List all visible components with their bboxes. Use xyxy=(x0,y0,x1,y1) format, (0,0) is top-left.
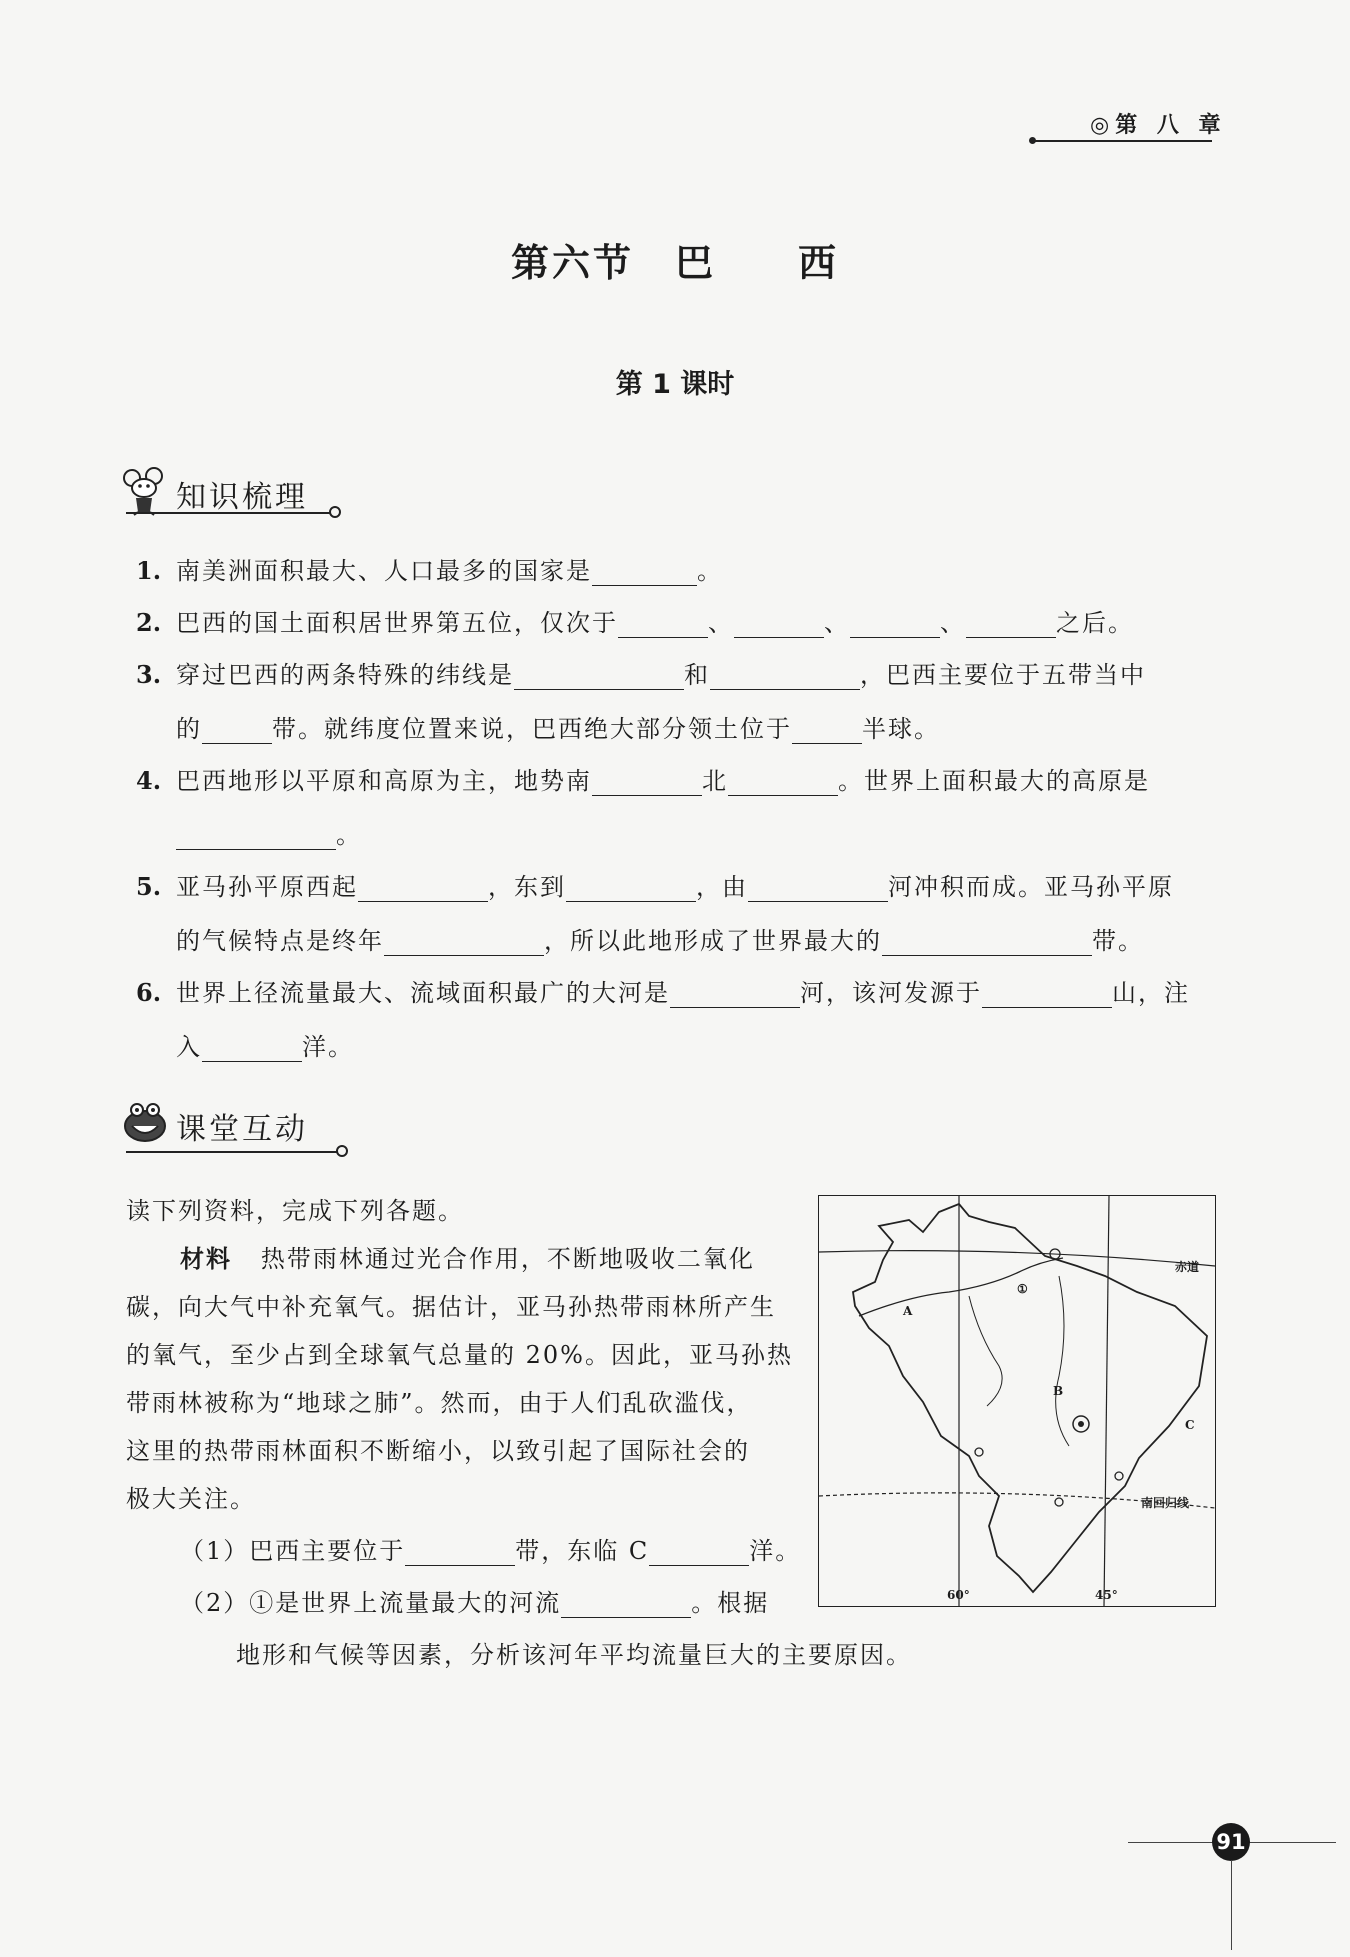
tropic-label: 南回归线 xyxy=(1141,1496,1190,1510)
question-text: 。 xyxy=(336,821,362,849)
section-classroom-label: 课堂互动 xyxy=(176,1112,308,1147)
section-classroom-rule xyxy=(126,1151,338,1153)
question-text: 穿过巴西的两条特殊的纬线是 xyxy=(176,661,514,689)
answer-blank[interactable] xyxy=(670,981,800,1008)
material-line-2: 碳，向大气中补充氧气。据估计，亚马孙热带雨林所产生 xyxy=(126,1293,776,1321)
question-text: （2）①是世界上流量最大的河流 xyxy=(180,1589,562,1617)
capital-marker xyxy=(1078,1421,1084,1427)
equator-label: 赤道 xyxy=(1175,1260,1200,1274)
material-line-1 xyxy=(180,1244,755,1274)
subquestion-2 xyxy=(180,1588,769,1618)
question-text: 巴西地形以平原和高原为主，地势南 xyxy=(176,767,592,795)
question-text: 、 xyxy=(824,609,850,637)
question-text: 世界上径流量最大、流域面积最广的大河是 xyxy=(176,979,670,1007)
question-text: 北 xyxy=(702,767,728,795)
question-1 xyxy=(136,556,723,586)
question-number: 2. xyxy=(136,608,162,637)
answer-blank[interactable] xyxy=(561,1591,691,1618)
longitude-label-60: 60° xyxy=(947,1588,970,1602)
subquestion-2-line-2: 地形和气候等因素，分析该河年平均流量巨大的主要原因。 xyxy=(236,1641,912,1669)
answer-blank[interactable] xyxy=(649,1539,749,1566)
map-label-a: A xyxy=(903,1304,913,1318)
question-3 xyxy=(136,660,1146,690)
answer-blank[interactable] xyxy=(728,769,838,796)
answer-blank[interactable] xyxy=(850,611,940,638)
question-text: 和 xyxy=(684,661,710,689)
answer-blank[interactable] xyxy=(792,717,862,744)
material-line-5: 这里的热带雨林面积不断缩小，以致引起了国际社会的 xyxy=(126,1437,750,1465)
question-text: 之后。 xyxy=(1056,609,1134,637)
answer-blank[interactable] xyxy=(592,769,702,796)
question-text: 的 xyxy=(176,715,202,743)
question-text: 带。 xyxy=(1092,927,1144,955)
brazil-map-drawing xyxy=(819,1196,1215,1606)
question-text: 山，注 xyxy=(1112,979,1190,1007)
page-number: 91 xyxy=(1212,1823,1250,1861)
question-text: 。世界上面积最大的高原是 xyxy=(838,767,1150,795)
answer-blank[interactable] xyxy=(514,663,684,690)
question-6-line-2 xyxy=(176,1032,354,1062)
question-text: 入 xyxy=(176,1033,202,1061)
question-text: ，巴西主要位于五带当中 xyxy=(860,661,1146,689)
city-marker xyxy=(1115,1472,1123,1480)
question-text: ，由 xyxy=(696,873,748,901)
brazil-outline xyxy=(853,1204,1207,1592)
section-classroom-header xyxy=(120,1098,308,1148)
subquestion-1 xyxy=(180,1536,801,1566)
answer-blank[interactable] xyxy=(358,875,488,902)
question-number: 4. xyxy=(136,766,162,795)
section-knowledge-label: 知识梳理 xyxy=(176,480,308,515)
answer-blank[interactable] xyxy=(882,929,1092,956)
answer-blank[interactable] xyxy=(618,611,708,638)
question-text: 带。就纬度位置来说，巴西绝大部分领土位于 xyxy=(272,715,792,743)
answer-blank[interactable] xyxy=(405,1539,515,1566)
question-text: 的气候特点是终年 xyxy=(176,927,384,955)
section-knowledge-rule-end xyxy=(329,506,341,518)
longitude-label-45: 45° xyxy=(1095,1588,1118,1602)
smiling-mascot-icon xyxy=(120,1098,170,1148)
answer-blank[interactable] xyxy=(748,875,888,902)
question-5 xyxy=(136,872,1174,902)
question-text: 洋。 xyxy=(302,1033,354,1061)
answer-blank[interactable] xyxy=(202,717,272,744)
chapter-dot xyxy=(1029,137,1036,144)
question-5-line-2 xyxy=(176,926,1144,956)
answer-blank[interactable] xyxy=(384,929,544,956)
answer-blank[interactable] xyxy=(982,981,1112,1008)
question-number: 1. xyxy=(136,556,162,585)
river-tributary xyxy=(1056,1276,1069,1446)
material-line-6: 极大关注。 xyxy=(126,1485,256,1513)
question-text: ，东到 xyxy=(488,873,566,901)
answer-blank[interactable] xyxy=(734,611,824,638)
equator-line xyxy=(819,1251,1215,1266)
answer-blank[interactable] xyxy=(566,875,696,902)
material-intro: 读下列资料，完成下列各题。 xyxy=(126,1197,464,1225)
section-classroom-rule-end xyxy=(336,1145,348,1157)
question-text: ，所以此地形成了世界最大的 xyxy=(544,927,882,955)
section-title: 第六节 巴 西 xyxy=(510,240,839,285)
question-2 xyxy=(136,608,1134,638)
question-text: 。根据 xyxy=(691,1589,770,1617)
chapter-label: ◎第 八 章 xyxy=(1090,113,1227,138)
city-marker xyxy=(1055,1498,1063,1506)
section-knowledge-rule xyxy=(126,512,331,514)
answer-blank[interactable] xyxy=(966,611,1056,638)
map-label-c: C xyxy=(1185,1418,1195,1432)
question-text: 半球。 xyxy=(862,715,940,743)
city-marker xyxy=(975,1448,983,1456)
question-3-line-2 xyxy=(176,714,940,744)
question-text: 亚马孙平原西起 xyxy=(176,873,358,901)
section-knowledge-header xyxy=(120,466,308,516)
question-text: 。 xyxy=(697,557,723,585)
question-text: 河冲积而成。亚马孙平原 xyxy=(888,873,1174,901)
material-line-3: 的氧气，至少占到全球氧气总量的 20%。因此，亚马孙热 xyxy=(126,1341,793,1369)
page-number-vertical-rule xyxy=(1231,1860,1232,1950)
river-tributary xyxy=(969,1296,1002,1406)
chapter-rule xyxy=(1032,140,1212,142)
question-text: 河，该河发源于 xyxy=(800,979,982,1007)
question-6 xyxy=(136,978,1190,1008)
lesson-subtitle: 第 1 课时 xyxy=(615,369,735,400)
map-label-river-1: ① xyxy=(1017,1282,1028,1296)
amazon-river xyxy=(859,1258,1063,1316)
question-4-line-2 xyxy=(176,820,362,850)
question-text: 、 xyxy=(940,609,966,637)
question-number: 5. xyxy=(136,872,162,901)
material-head: 材料 xyxy=(180,1244,232,1273)
map-label-b: B xyxy=(1053,1384,1064,1398)
question-text: 洋。 xyxy=(749,1537,802,1565)
question-text: 、 xyxy=(708,609,734,637)
material-line-4: 带雨林被称为“地球之肺”。然而，由于人们乱砍滥伐， xyxy=(126,1389,753,1417)
mouse-mascot-icon xyxy=(120,466,170,516)
answer-blank[interactable] xyxy=(710,663,860,690)
question-text: 巴西的国土面积居世界第五位，仅次于 xyxy=(176,609,618,637)
answer-blank[interactable] xyxy=(202,1035,302,1062)
answer-blank[interactable] xyxy=(176,823,336,850)
material-text: 热带雨林通过光合作用，不断地吸收二氧化 xyxy=(260,1245,755,1273)
brazil-map xyxy=(818,1195,1216,1607)
question-text: （1）巴西主要位于 xyxy=(180,1537,406,1565)
question-text: 带，东临 C xyxy=(515,1537,650,1565)
question-text: 南美洲面积最大、人口最多的国家是 xyxy=(176,557,592,585)
question-number: 3. xyxy=(136,660,162,689)
question-4 xyxy=(136,766,1150,796)
answer-blank[interactable] xyxy=(592,559,697,586)
question-number: 6. xyxy=(136,978,162,1007)
